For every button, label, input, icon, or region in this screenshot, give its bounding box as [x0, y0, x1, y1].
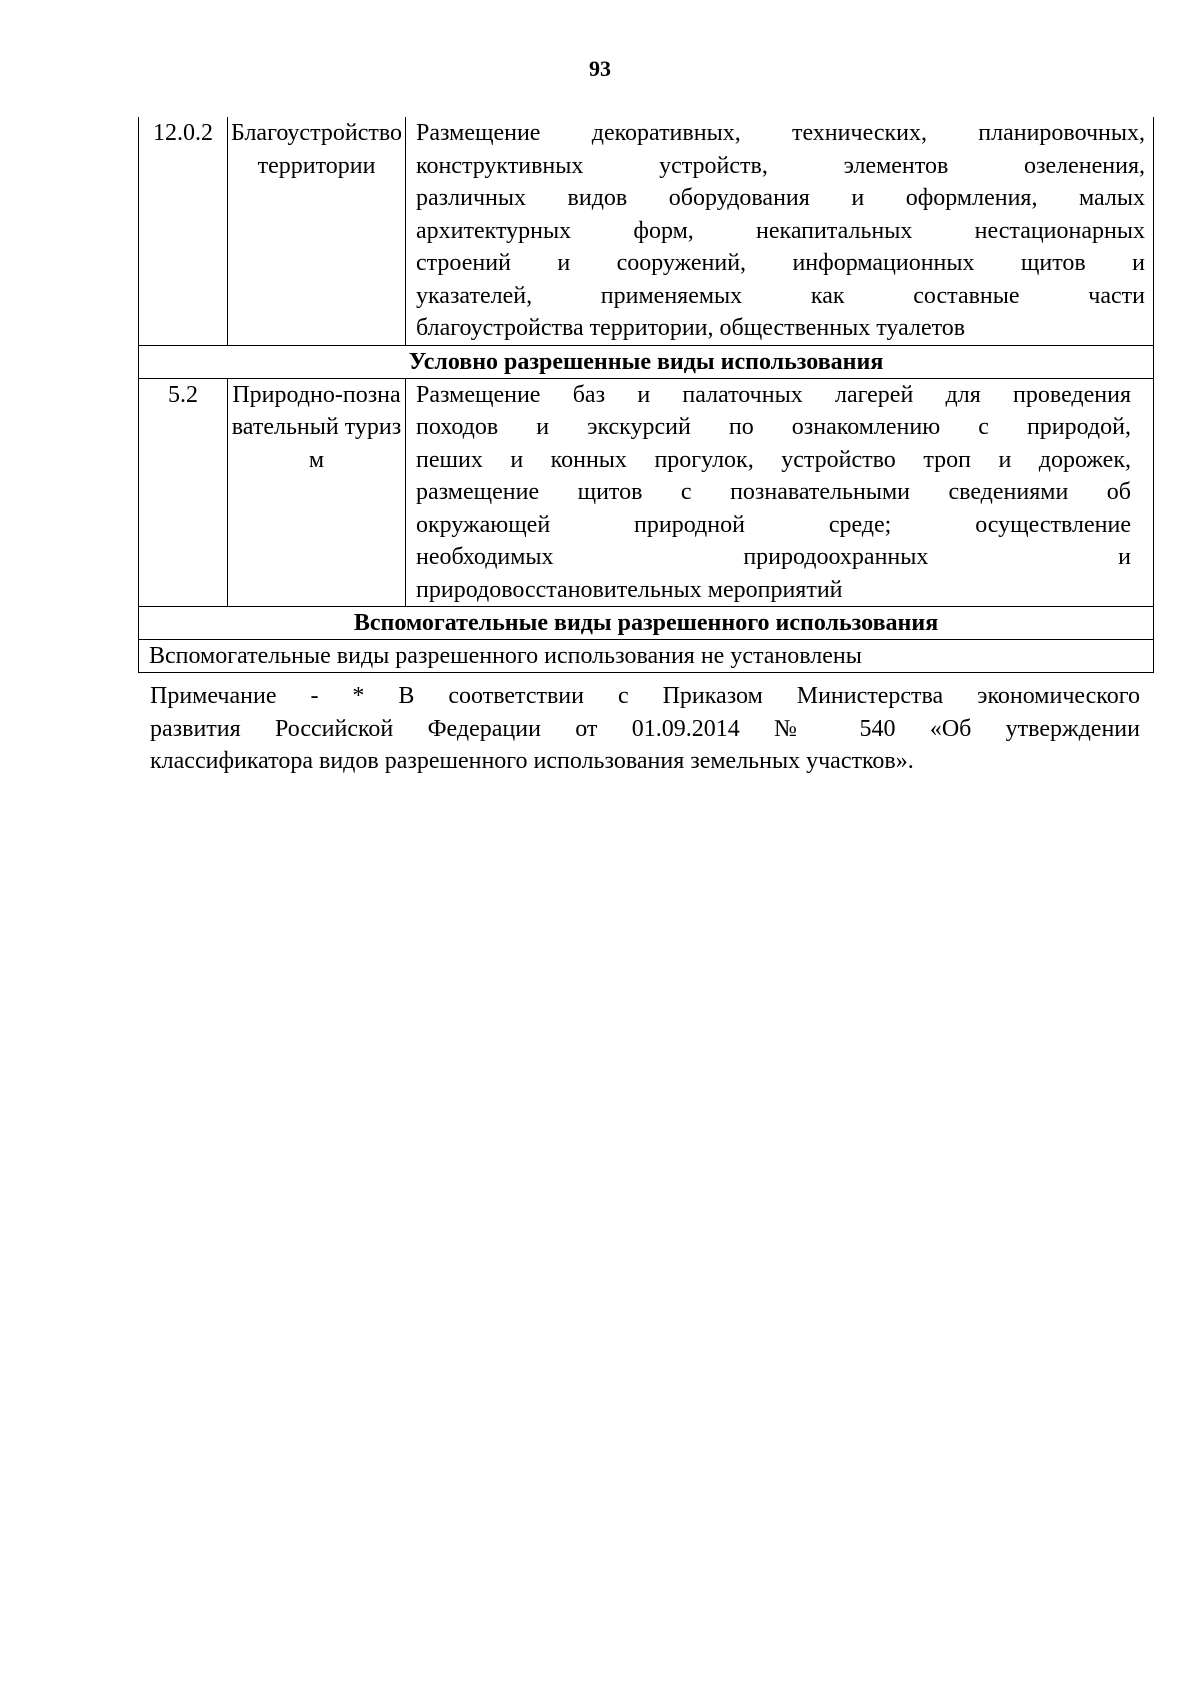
description-line: необходимых природоохранных и [416, 544, 1131, 570]
use-code: 5.2 [139, 378, 228, 607]
description-line: походов и экскурсий по ознакомлению с природой, [416, 414, 1131, 440]
description-line: различных видов оборудования и оформления, малых [416, 185, 1145, 211]
use-name: Природно-познавательный туризм [228, 378, 406, 607]
use-description [406, 378, 1154, 607]
description-line: Размещение баз и палаточных лагерей для проведения [416, 381, 1131, 408]
description-line: природовосстановительных мероприятий [416, 576, 843, 603]
table-row [139, 640, 1154, 673]
description-line: указателей, применяемых как составные части [416, 282, 1145, 309]
section-header-row [139, 345, 1154, 378]
page-number: 93 [589, 56, 611, 81]
section-title-conditional: Условно разрешенные виды использования [139, 345, 1154, 378]
description-line: конструктивных устройств, элементов озеленения, [416, 152, 1145, 179]
table-row [139, 117, 1154, 345]
description-line: размещение щитов с познавательными сведениями об [416, 479, 1131, 505]
description-line: окружающей природной среде; осуществление [416, 511, 1131, 538]
section-title-auxiliary: Вспомогательные виды разрешенного использования [139, 607, 1154, 640]
land-use-table [138, 117, 1154, 673]
description-line: Размещение декоративных, технических, планировочных, [416, 120, 1145, 146]
use-description [406, 117, 1154, 345]
footnote-line: классификатора видов разрешенного использования земельных участков». [150, 748, 914, 774]
description-line: благоустройства территории, общественных туалетов [416, 315, 966, 341]
description-line: строений и сооружений, информационных щитов и [416, 250, 1145, 276]
description-line: архитектурных форм, некапитальных нестационарных [416, 217, 1145, 244]
use-code: 12.0.2 [139, 117, 228, 345]
footnote-line: развития Российской Федерации от 01.09.2014 № 540 «Об утверждении [150, 715, 1140, 742]
table-row [139, 378, 1154, 607]
description-line: пеших и конных прогулок, устройство троп и дорожек, [416, 446, 1131, 473]
footnote-line: Примечание - * В соответствии с Приказом Министерства экономического [150, 683, 1140, 709]
section-header-row [139, 607, 1154, 640]
footnote [150, 680, 1140, 778]
use-name: Благоустройство территории [228, 117, 406, 345]
auxiliary-text: Вспомогательные виды разрешенного использования не установлены [139, 640, 1154, 673]
